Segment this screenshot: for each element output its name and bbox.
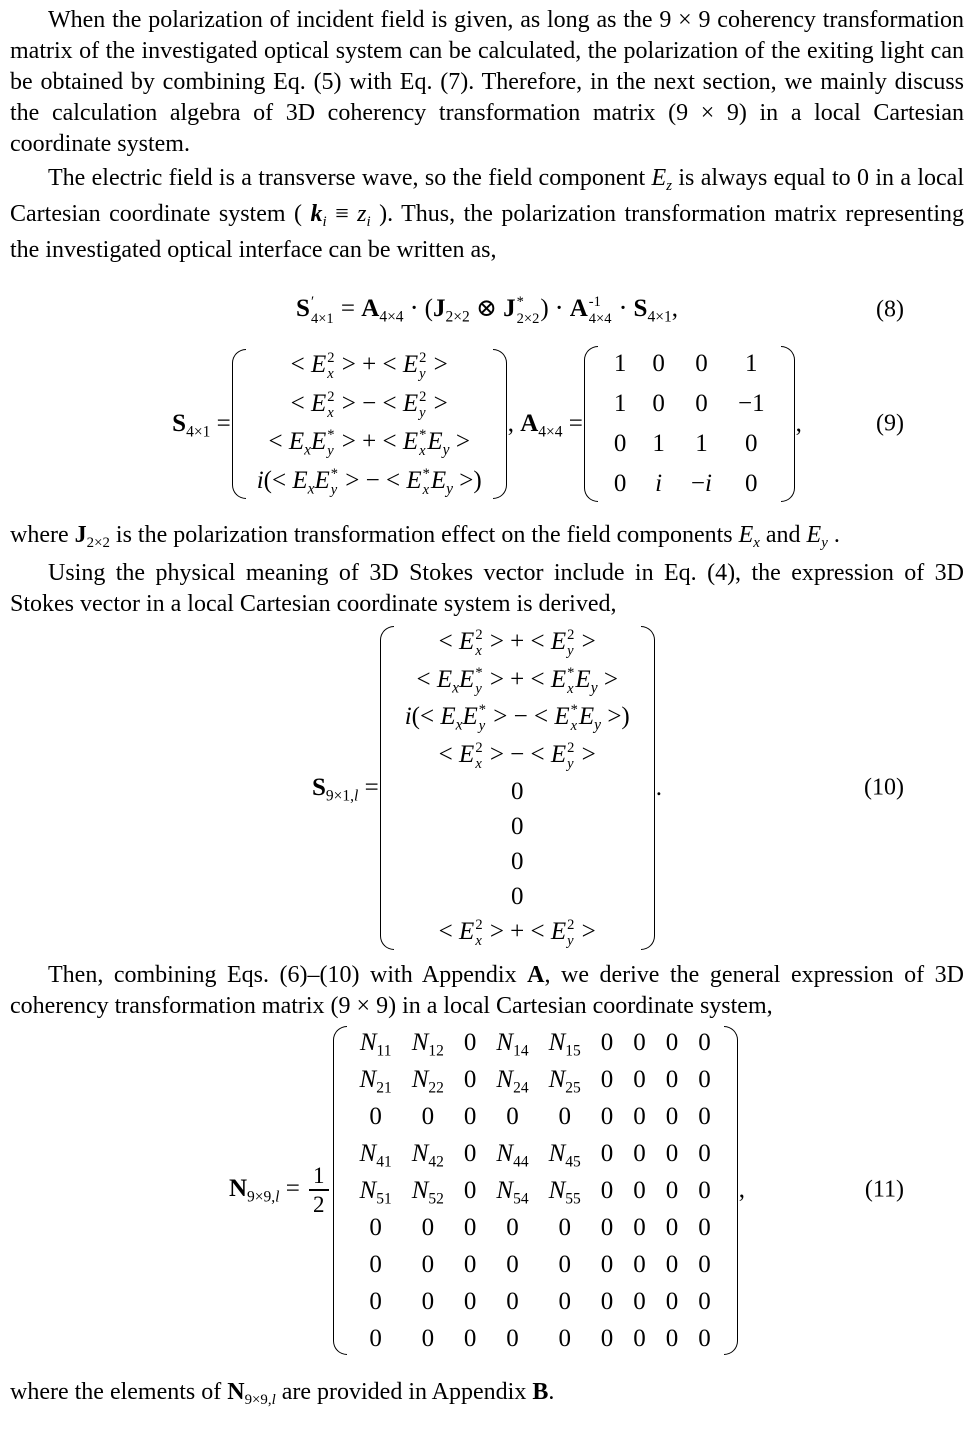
equation-10-tail: .: [655, 773, 662, 801]
equation-11: [10, 1024, 964, 1357]
right-paren: [781, 346, 795, 502]
right-paren: [493, 349, 507, 499]
n-matrix-9x9: $N_{11}$ $N_{12}$ 0 $N_{14}$ $N_{15}$ 0 0 0 0 $N_{21}$ $N_{22}$ 0 $N_{24}$ $N_{25}$ 0 0 0 0 0 0 0 0 0 0 0 0 0 $N_{41}$ $N_{42}$ 0 $N_{44}$ $N_{45}$ 0 0 0 0 $N_{51}$ $N_{52}$ 0 $N_{54}$ $N_{55}$ 0 0 0 0 0 0 0 0 0 0 0 0 0 0 0 0 0 0 0 0 0 0 0 0 0 0 0 0 0 0 0 0 0 0 0 0 0 0 0 0: [359, 1028, 711, 1352]
stokes-vector-9x1-group: [380, 624, 655, 952]
right-paren: [641, 626, 655, 950]
stokes-vector-9x1: < E 2 x > + < E 2 y > < $E_xE$ * y > + < E * x $E_y$ > $i(< E_xE$ * y > − < E * x $E_y$ >) < E 2 x > − < E 2 y > 0 0 0 0 < E 2 x > + < E 2 y >: [404, 627, 630, 950]
equation-9-lhs: $S_{4\times 1}$ =: [172, 410, 231, 441]
right-paren: [724, 1026, 738, 1355]
n-matrix-9x9-group: [333, 1024, 738, 1357]
a-matrix-4x4: 1 0 0 1 1 0 0 −1 0 1 1 0 0 i −i 0: [613, 350, 765, 497]
paragraph-where-j: where $J_{2\times 2}$ is the polarization transformation effect on the field components $E_x$ and $E_y$ .: [10, 522, 840, 552]
equation-10-lhs: $S_{9\times 1,l}$ =: [312, 773, 379, 805]
equation-11-number: (11): [864, 1176, 904, 1203]
stokes-vector-4x1-group: [232, 347, 507, 501]
equation-10-number: (10): [864, 774, 904, 801]
equation-8-number: (8): [876, 296, 904, 323]
equation-8-expression: S ′ 4×1 = $A_{4\times 4} \cdot (J_{2\times 2}$ ⊗ J * 2×2 ) ⋅ A -1 4×4 ⋅ $S_{4\times 1}$,: [296, 294, 678, 327]
paragraph-using: Using the physical meaning of 3D Stokes vector include in Eq. (4), the expression of 3D Stokes vector in a local Cartesian coordinate system is derived,: [10, 560, 964, 617]
equation-9-number: (9): [876, 410, 904, 437]
equation-11-lhs: $N_{9\times 9,l}$ = $\frac{1}{2}$: [229, 1162, 332, 1218]
equation-9: [10, 344, 964, 504]
stokes-vector-4x1: < E 2 x > + < E 2 y > < E 2 x > − < E 2 y > < $E_xE$ * y > + < E * x $E_y$ > $i(< E_xE$ * y > − < E * x $E_y$ >): [256, 350, 482, 498]
paragraph-then: Then, combining Eqs. (6)–(10) with Appendix A, we derive the general expression of 3D coherency transformation matrix (9 × 9) in a local Cartesian coordinate system,: [10, 961, 965, 1019]
paragraph-intro: When the polarization of incident field is given, as long as the 9 × 9 coherency transformation matrix of the investigated optical system can be calculated, the polarization of the exiting light can be obtained by combining Eq. (5) with Eq. (7). Therefore, in the next section, we mainly discuss the calculation algebra of 3D coherency transformation matrix (9 × 9) in a local Cartesian coordinate system.: [10, 7, 964, 157]
a-matrix-4x4-group: [584, 344, 795, 504]
equation-10: [10, 624, 964, 952]
equation-9-mid: , $A_{4\times 4}$ =: [507, 410, 583, 441]
left-paren: [380, 626, 394, 950]
left-paren: [333, 1026, 347, 1355]
paragraph-transverse-wave: The electric field is a transverse wave, so the field component $E_z$ is always equal to 0 in a local Cartesian coordinate system ( $k_i \equiv z_i$ ). Thus, the polarization transformation matrix representing the investigated optical interface can be written as,: [10, 165, 964, 263]
equation-11-tail: ,: [738, 1176, 746, 1203]
left-paren: [584, 346, 598, 502]
equation-8: [10, 284, 964, 336]
left-paren: [232, 349, 246, 499]
paragraph-where-n: where the elements of $N_{9\times 9,l}$ are provided in Appendix B.: [10, 1378, 555, 1408]
equation-9-tail: ,: [795, 410, 802, 437]
